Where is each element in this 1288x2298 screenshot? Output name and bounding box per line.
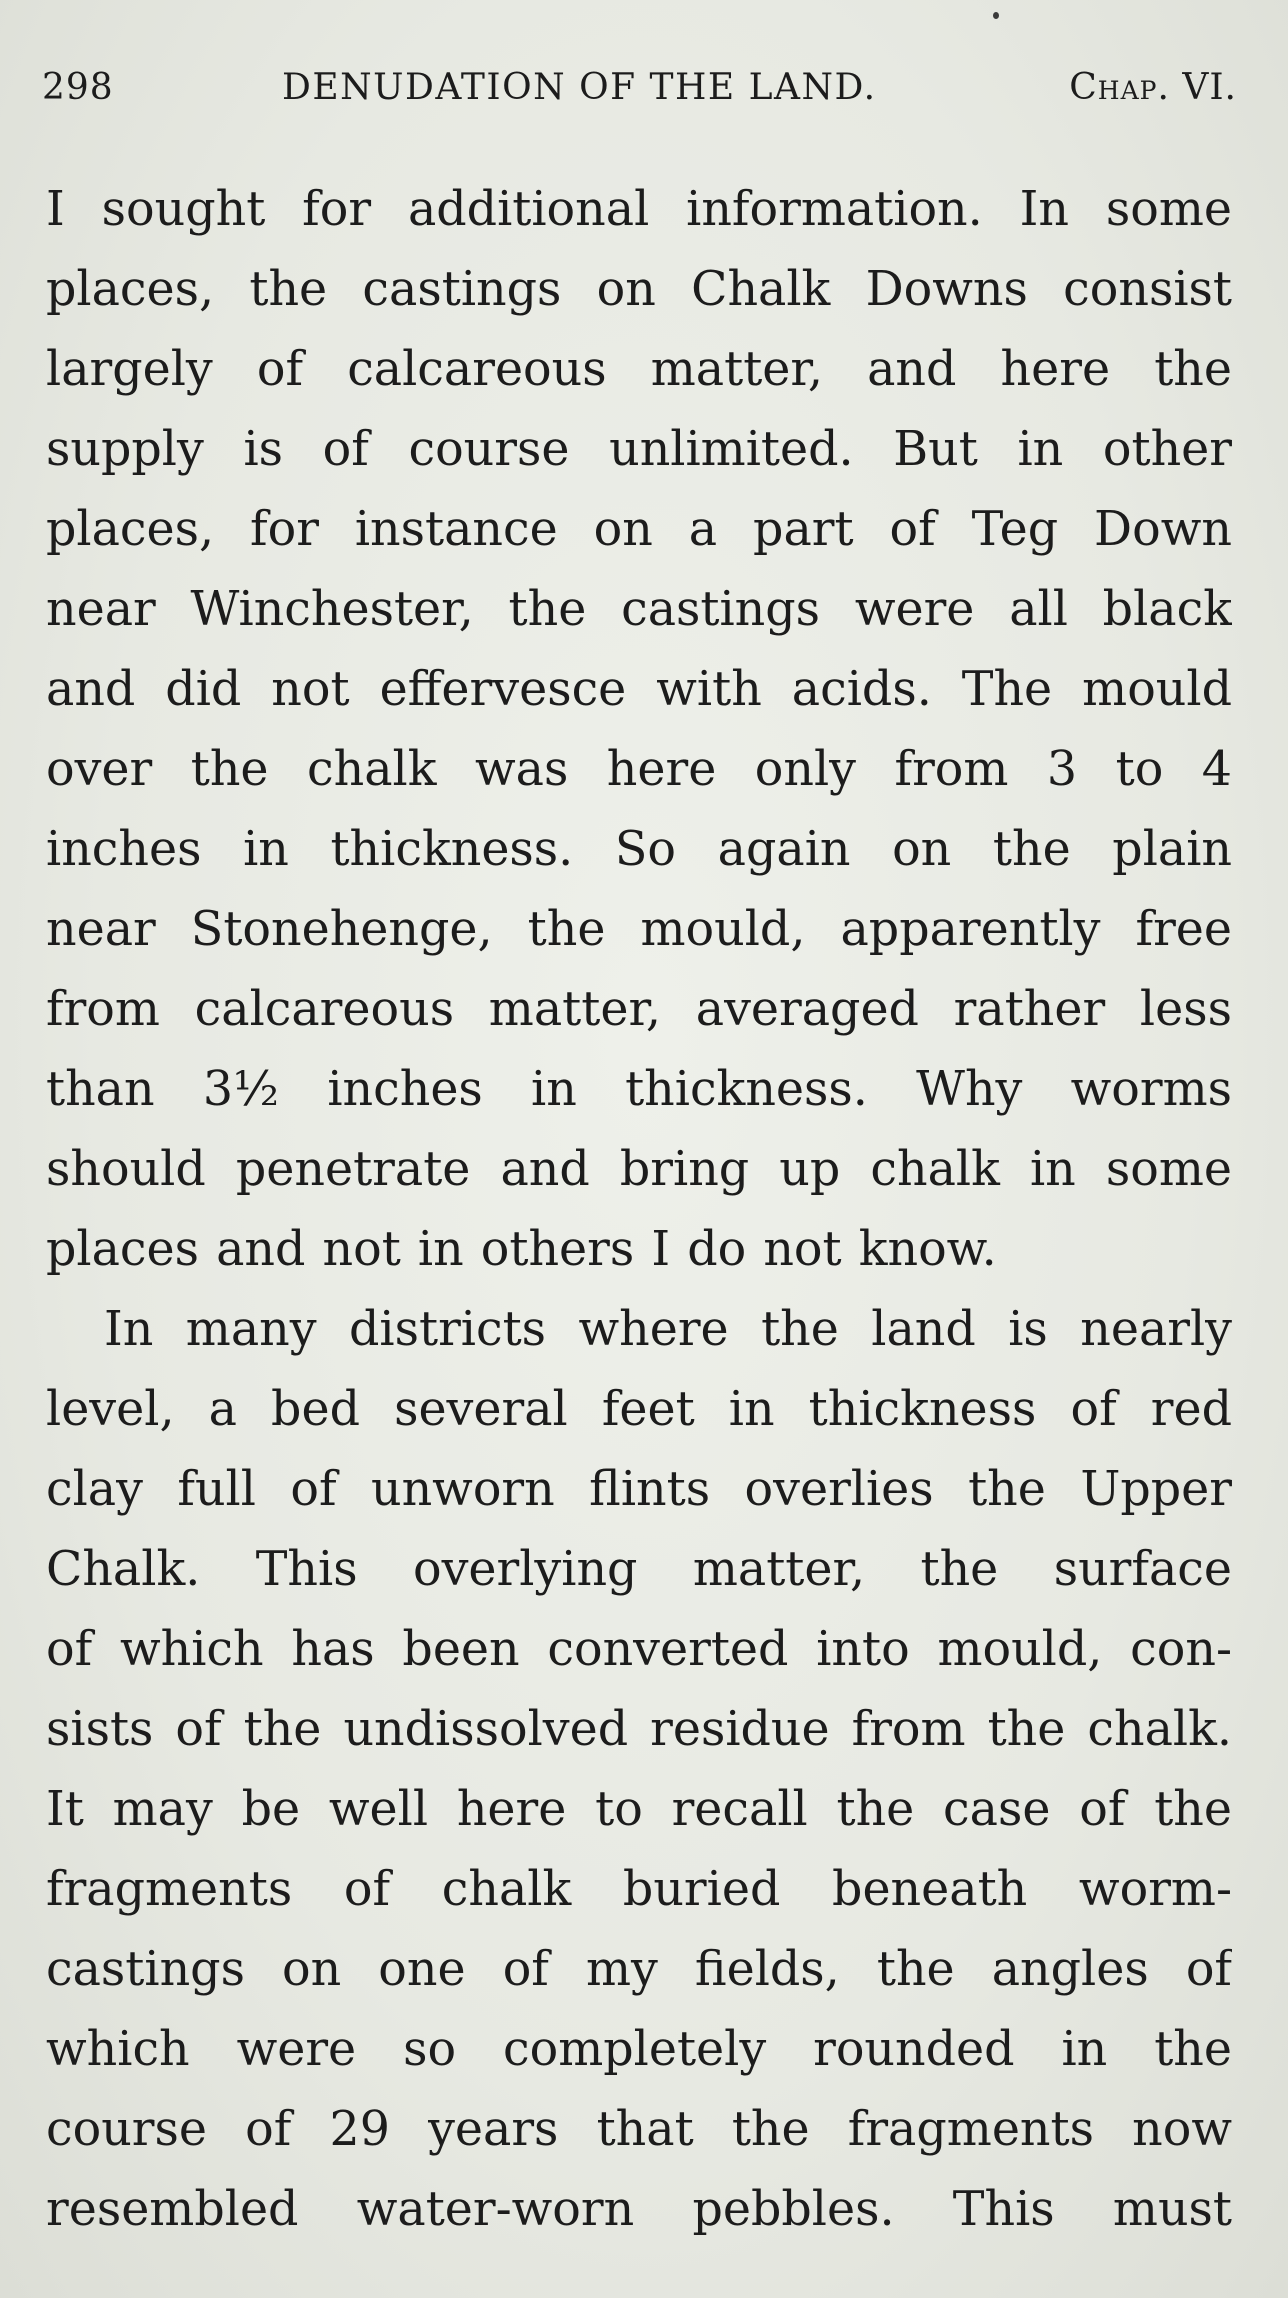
- text-line: over the chalk was here only from 3 to 4: [46, 742, 1232, 797]
- paragraph: [46, 1290, 1232, 2250]
- text-line: castings on one of my fields, the angles of: [46, 1942, 1232, 1997]
- text-line: sists of the undissolved residue from the chalk.: [46, 1702, 1232, 1757]
- text-line: places, for instance on a part of Teg Down: [46, 502, 1232, 557]
- text-line: places, the castings on Chalk Downs consist: [46, 262, 1232, 317]
- text-line: In many districts where the land is nearly: [104, 1302, 1232, 1357]
- text-line: than 3½ inches in thickness. Why worms: [46, 1062, 1232, 1117]
- text-line: of which has been converted into mould, con-: [46, 1622, 1232, 1677]
- text-line: from calcareous matter, averaged rather less: [46, 982, 1232, 1037]
- text-line: resembled water-worn pebbles. This must: [46, 2182, 1232, 2237]
- text-line: fragments of chalk buried beneath worm-: [46, 1862, 1232, 1917]
- page-number: 298: [42, 67, 114, 108]
- text-line: It may be well here to recall the case of the: [46, 1782, 1232, 1837]
- text-line: supply is of course unlimited. But in other: [46, 422, 1232, 477]
- text-line: near Stonehenge, the mould, apparently free: [46, 902, 1232, 957]
- text-line: clay full of unworn flints overlies the Upper: [46, 1462, 1232, 1517]
- text-line: level, a bed several feet in thickness of red: [46, 1382, 1232, 1437]
- text-line: largely of calcareous matter, and here the: [46, 342, 1232, 397]
- ink-speck: [993, 12, 999, 19]
- body-text: [46, 170, 1232, 2250]
- text-line: places and not in others I do not know.: [46, 1222, 997, 1277]
- running-head: [42, 58, 1237, 118]
- text-line: I sought for additional information. In some: [46, 182, 1232, 237]
- text-line: near Winchester, the castings were all black: [46, 582, 1232, 637]
- running-title: DENUDATION OF THE LAND.: [282, 67, 877, 108]
- paragraph: [46, 170, 1232, 1290]
- chapter-label: Chap. VI.: [1069, 67, 1237, 108]
- text-line: course of 29 years that the fragments now: [46, 2102, 1232, 2157]
- text-line: should penetrate and bring up chalk in some: [46, 1142, 1232, 1197]
- text-line: and did not effervesce with acids. The mould: [46, 662, 1232, 717]
- text-line: which were so completely rounded in the: [46, 2022, 1232, 2077]
- text-line: inches in thickness. So again on the plain: [46, 822, 1232, 877]
- text-line: Chalk. This overlying matter, the surface: [46, 1542, 1232, 1597]
